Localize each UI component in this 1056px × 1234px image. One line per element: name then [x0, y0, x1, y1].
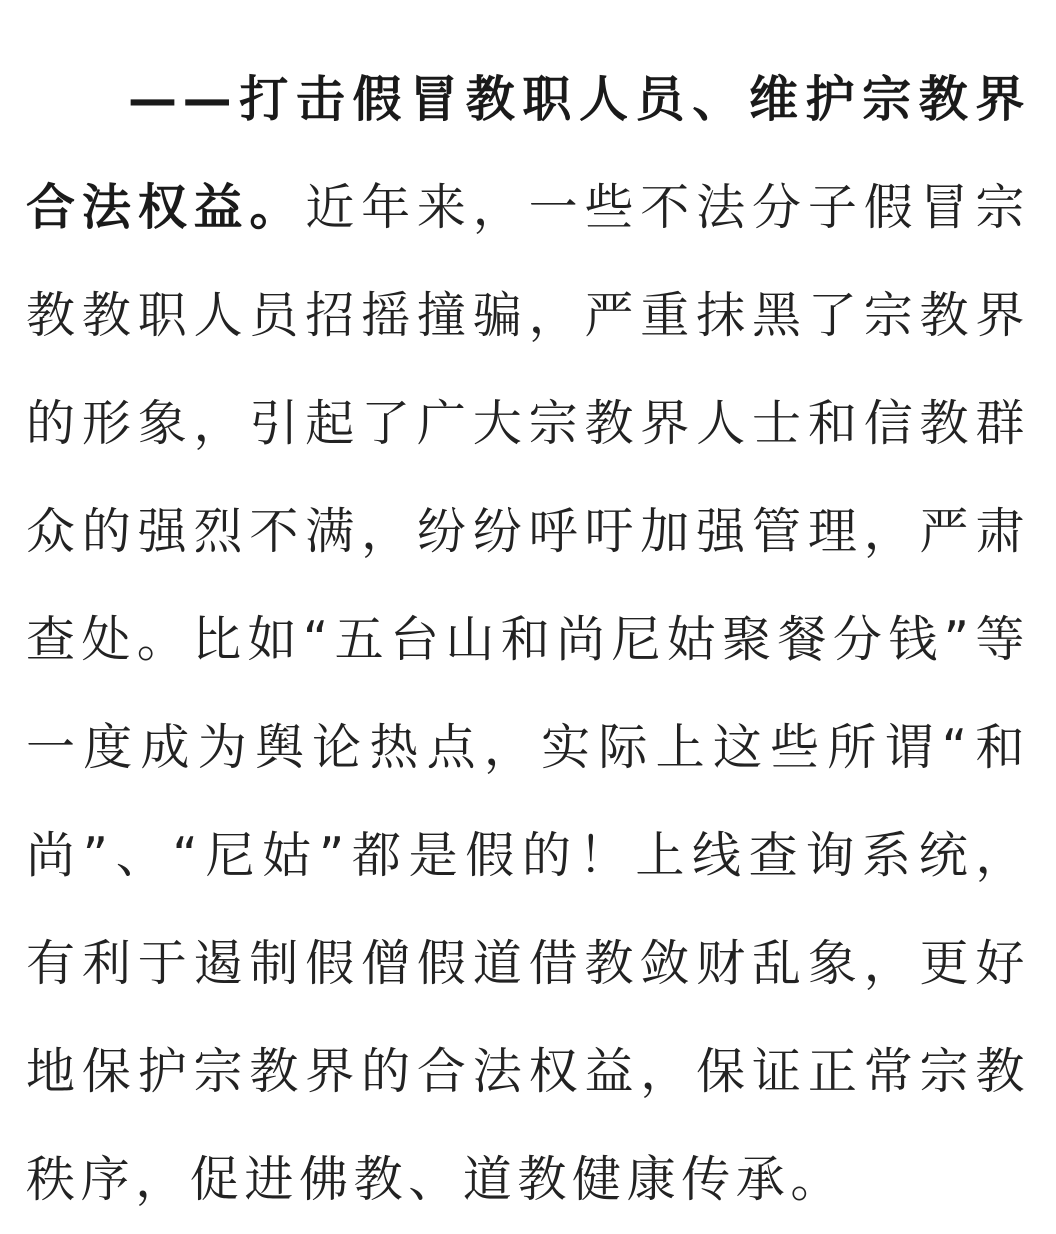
paragraph-body-text: 近年来，一些不法分子假冒宗教教职人员招摇撞骗，严重抹黑了宗教界的形象，引起了广大宗教界人士和信教群众的强烈不满，纷纷呼吁加强管理，严肃查处。比如“五台山和尚尼姑聚餐分钱”等一度成为舆论热点，实际上这些所谓“和尚”、“尼姑”都是假的！上线查询系统，有利于遏制假僧假道借教敛财乱象，更好地保护宗教界的合法权益，保证正常宗教秩序，促进佛教、道教健康传承。: [26, 179, 1030, 1208]
paragraph-bold-lead: ——打击假冒教职人员、维护宗教界合法权益。: [26, 71, 1030, 236]
article-paragraph: [26, 46, 1030, 1234]
